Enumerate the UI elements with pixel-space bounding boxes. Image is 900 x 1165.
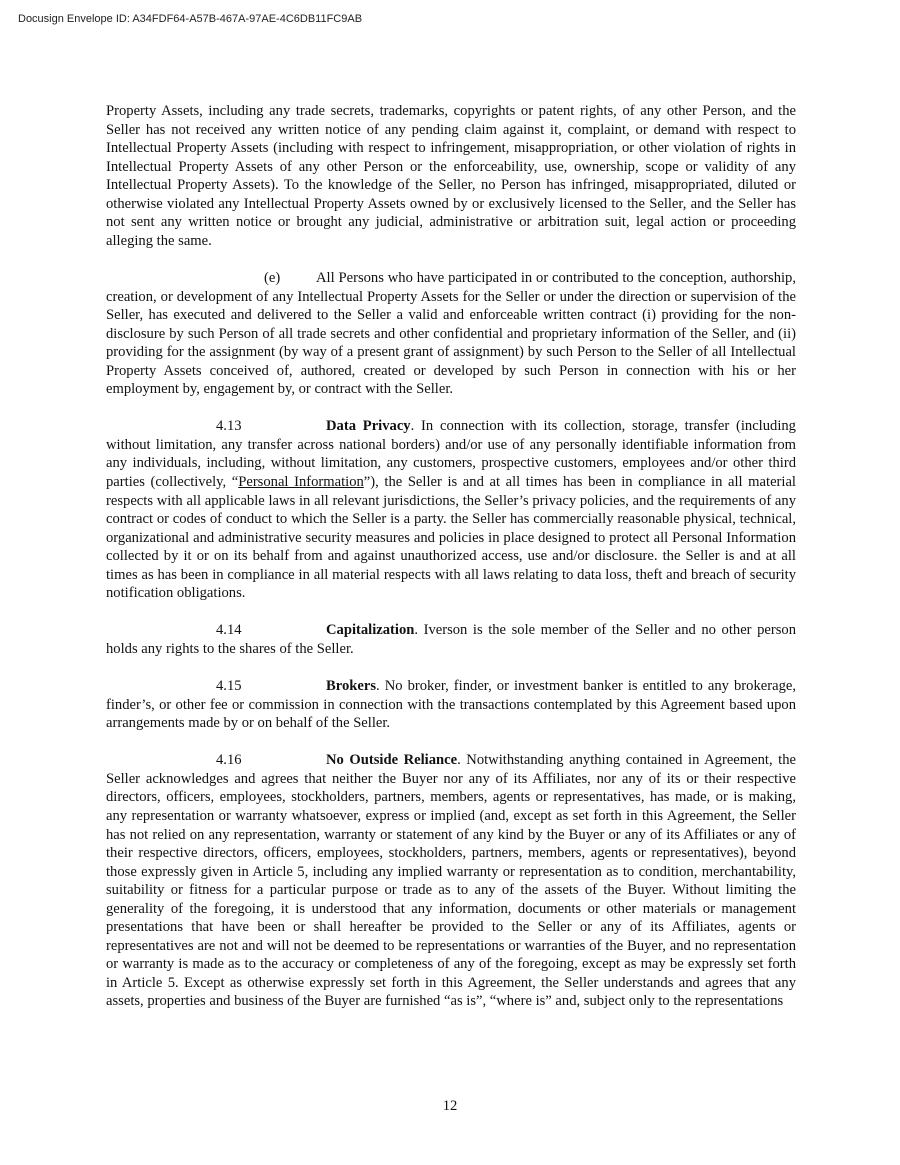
paragraph-text: . Notwithstanding anything contained in Agreement, the Seller acknowledges and agrees that neither the Buyer nor any of its Affiliates, nor any of its or their respective directors, officers, employees, stockholders, partners, members, agents or representatives, has made, or is making, any representation or warranty whatsoever, express or implied (and, except as set forth in this Agreement, the Seller has not relied on any representation, warranty or statement of any kind by the Buyer or any of its Affiliates or any of their respective directors, officers, employees, stockholders, partners, members, agents or representatives), beyond those expressly given in Article 5, including any implied warranty or representation as to condition, merchantability, suitability or fitness for a particular purpose or trade as to any of the assets of the Buyer. Without limiting the generality of the foregoing, it is understood that any information, documents or other materials or management presentations that have been or shall hereafter be provided to the Seller or any of its Affiliates, agents or representatives are not and will not be deemed to be representations or warranties of the Buyer, and no representation or warranty is made as to the accuracy or completeness of any of the foregoing, except as may be expressly set forth in Article 5. Except as otherwise expressly set forth in this Agreement, the Seller understands and agrees that any assets, properties and business of the Buyer are furnished “as is”, “where is” and, subject only to the representations	[106, 752, 796, 1010]
paragraph-text: . In connection with its collection, storage, transfer (including without limitation, any transfer across national borders) and/or use of any personally identifiable information from any individuals, including, without limitation, any customers, prospective customers, employees and/or other third parties (collectively, “	[106, 418, 796, 491]
paragraph-text: Property Assets, including any trade secrets, trademarks, copyrights or patent rights, of any other Person, and the Seller has not received any written notice of any pending claim against it, complaint, or demand with respect to Intellectual Property Assets (including with respect to infringement, misappropriation, or other violation of rights in Intellectual Property Assets of any other Person or the enforceability, use, ownership, scope or validity of any Intellectual Property Assets). To the knowledge of the Seller, no Person has infringed, misappropriated, diluted or otherwise violated any Intellectual Property Assets owned by or exclusively licensed to the Seller, and the Seller has not sent any written notice or brought any judicial, administrative or arbitration suit, legal action or proceeding alleging the same.	[106, 103, 796, 249]
section-heading: Capitalization	[326, 622, 415, 639]
document-body	[106, 102, 796, 1030]
section-4-16-no-outside-reliance	[106, 751, 796, 1011]
paragraph-subsection-e	[106, 269, 796, 399]
section-heading: Data Privacy	[326, 418, 411, 435]
paragraph-text: ”), the Seller is and at all times has been in compliance in all material respects with all applicable laws in all relevant jurisdictions, the Seller’s privacy policies, and the requirements of any contract or codes of conduct to which the Seller is a party. the Seller has commercially reasonable physical, technical, organizational and administrative security measures and policies in place designed to protect all Personal Information collected by it or on its behalf from and against unauthorized access, use and/or disclosure. the Seller is and at all times as has been in compliance in all material respects with all laws relating to data loss, theft and breach of security notification obligations.	[106, 474, 796, 602]
section-4-15-brokers	[106, 677, 796, 733]
docusign-envelope-id: Docusign Envelope ID: A34FDF64-A57B-467A-97AE-4C6DB11FC9AB	[18, 13, 363, 25]
section-number: 4.13	[216, 418, 242, 435]
section-4-14-capitalization	[106, 621, 796, 658]
paragraph-text: . No broker, finder, or investment banker is entitled to any brokerage, finder’s, or other fee or commission in connection with the transactions contemplated by this Agreement based upon arrangements made by or on behalf of the Seller.	[106, 678, 796, 732]
page-number: 12	[442, 1098, 458, 1114]
paragraph-text: . Iverson is the sole member of the Seller and no other person holds any rights to the shares of the Seller.	[106, 622, 796, 657]
section-4-13-data-privacy	[106, 417, 796, 602]
paragraph-ip-continuation	[106, 102, 796, 250]
defined-term: Personal Information	[238, 474, 364, 491]
section-heading: No Outside Reliance	[326, 752, 458, 769]
section-number: 4.14	[216, 622, 242, 639]
section-number: 4.15	[216, 678, 242, 695]
subsection-label: (e)	[264, 269, 281, 286]
paragraph-text: All Persons who have participated in or contributed to the conception, authorship, creation, or development of any Intellectual Property Assets for the Seller or under the direction or supervision of the Seller, has executed and delivered to the Seller a valid and enforceable written contract (i) providing for the non-disclosure by such Person of all trade secrets and other confidential and proprietary information of the Seller, and (ii) providing for the assignment (by way of a present grant of assignment) by such Person to the Seller of all Intellectual Property Assets conceived of, authored, created or developed by such Person in connection with his or her employment by, engagement by, or contract with the Seller.	[106, 269, 796, 398]
section-number: 4.16	[216, 752, 242, 769]
section-heading: Brokers	[326, 678, 376, 695]
